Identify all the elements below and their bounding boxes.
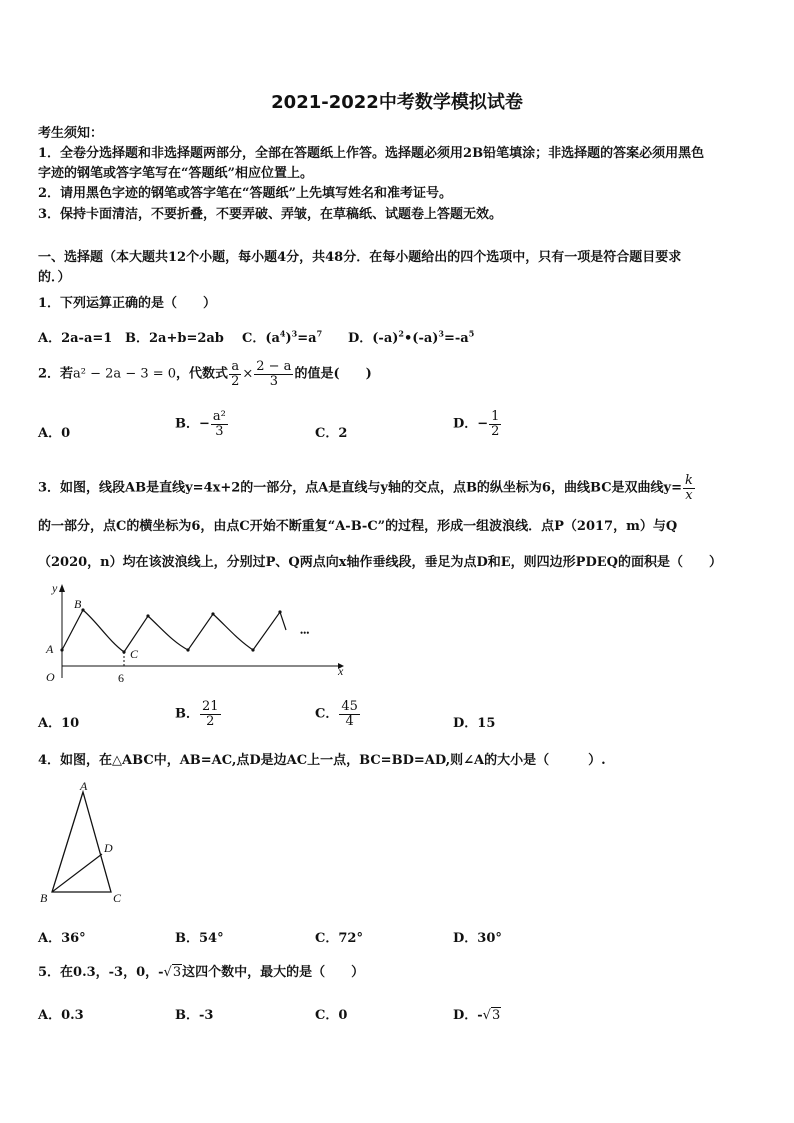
label-c: C [130, 647, 139, 661]
label-y: y [52, 581, 58, 595]
q3-option-c: C． $\frac{45}{4}$ [315, 699, 358, 729]
q5-stem: 5．在0.3，-3，0，-√3这四个数中，最大的是（ ） [38, 965, 365, 980]
wave-trough-2 [186, 648, 189, 651]
label-b: B [40, 891, 48, 905]
label-d: D [104, 841, 113, 855]
label-x: x [338, 664, 344, 678]
notice-line-1a: 1．全卷分选择题和非选择题两部分，全部在答题纸上作答。选择题必须用2B铅笔填涂；非选择题的答案必须用黑色 [38, 146, 705, 161]
point-a [60, 648, 63, 651]
q5-option-b: B．-3 [175, 1008, 214, 1023]
section-heading-line-2: 的．） [38, 270, 71, 285]
q2-option-d: D．− $\frac{1}{2}$ [453, 409, 500, 439]
segment-bd [52, 854, 102, 892]
q4-option-a: A．36° [38, 931, 86, 946]
q2-stem: 2．若a² − 2a − 3 = 0，代数式 $\frac{a}{2}$ × $\frac{2 - a}{3}$ 的值是( ) [38, 359, 372, 389]
q3-option-d: D．15 [453, 716, 496, 731]
q5-option-c: C．0 [315, 1008, 348, 1023]
label-c: C [113, 891, 122, 905]
label-dots: ••• [300, 628, 310, 638]
label-b: B [74, 597, 82, 611]
wave-peak-2 [146, 614, 149, 617]
q5-option-a: A．0.3 [38, 1008, 84, 1023]
point-b [81, 608, 84, 611]
wave-trough-3 [251, 648, 254, 651]
q3-wave-figure [38, 578, 358, 688]
q1-option-c: C．$(a^4)^3=a^7$ [242, 328, 323, 346]
q4-stem: 4．如图，在△ABC中，AB=AC,点D是边AC上一点，BC=BD=AD,则∠A的大小是（ ）. [38, 753, 606, 768]
label-six: 6 [118, 671, 124, 685]
q3-stem-line-1: 3．如图，线段AB是直线y=4x+2的一部分，点A是直线与y轴的交点，点B的纵坐标为6，曲线BC是双曲线y= $\frac{k}{x}$ [38, 473, 693, 503]
q4-option-b: B．54° [175, 931, 224, 946]
q2-option-c: C．2 [315, 426, 348, 441]
section-heading-line-1: 一、选择题（本大题共12个小题，每小题4分，共48分．在每小题给出的四个选项中，只有一项是符合题目要求 [38, 250, 682, 265]
wave-peak-3 [211, 612, 214, 615]
q4-triangle-figure [36, 780, 136, 910]
q3-option-b: B． $\frac{21}{2}$ [175, 699, 219, 729]
q3-stem-line-2: 的一部分，点C的横坐标为6，由点C开始不断重复“A-B-C”的过程，形成一组波浪线．点P（2017，m）与Q [38, 519, 678, 534]
label-a: A [46, 642, 54, 656]
notice-line-3: 3．保持卡面清洁，不要折叠，不要弄破、弄皱，在草稿纸、试题卷上答题无效。 [38, 207, 503, 222]
q2-option-b: B．− $\frac{\text{a²}}{3}$ [175, 409, 226, 439]
notice-heading: 考生须知： [38, 126, 104, 141]
q5-option-d: D．-√3 [453, 1008, 501, 1023]
q4-option-c: C．72° [315, 931, 363, 946]
q1-option-a: A．2a-a=1 [38, 331, 113, 346]
label-o: O [46, 670, 55, 684]
q1-stem: 1．下列运算正确的是（ ） [38, 296, 217, 311]
label-a: A [80, 780, 88, 793]
point-c [122, 650, 125, 653]
wave-curve [62, 610, 286, 652]
wave-peak-4 [278, 610, 281, 613]
page-title: 2021-2022中考数学模拟试卷 [271, 92, 523, 113]
q3-stem-line-3: （2020，n）均在该波浪线上，分别过P、Q两点向x轴作垂线段，垂足为点D和E，则四边形PDEQ的面积是（ ） [38, 555, 722, 570]
q4-option-d: D．30° [453, 931, 502, 946]
notice-line-2: 2．请用黑色字迹的钢笔或答字笔在“答题纸”上先填写姓名和准考证号。 [38, 186, 453, 201]
q2-option-a: A．0 [38, 426, 71, 441]
q1-option-b: B．2a+b=2ab [125, 331, 224, 346]
q1-option-d: D．$(-a)^2•(-a)^3=-a^5$ [348, 328, 475, 346]
q3-option-a: A．10 [38, 716, 80, 731]
triangle-abc [52, 792, 111, 892]
y-axis-arrow-icon [59, 584, 65, 592]
notice-line-1b: 字迹的钢笔或答字笔写在“答题纸”相应位置上。 [38, 166, 313, 181]
